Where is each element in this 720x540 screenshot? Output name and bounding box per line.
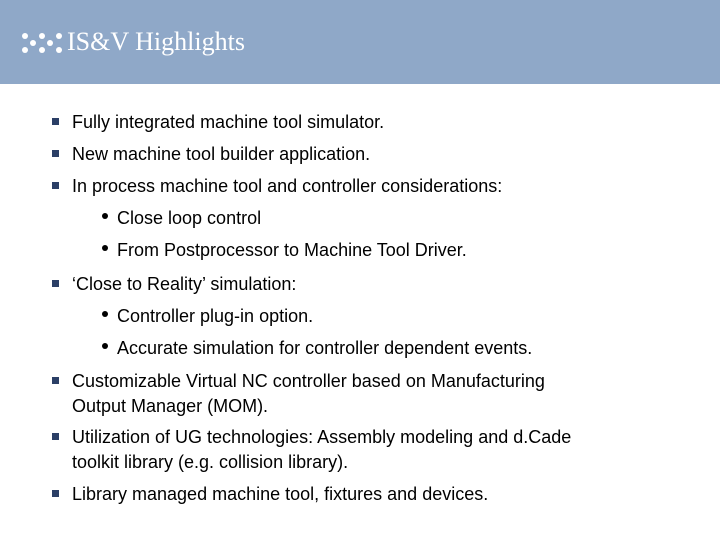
bullet-square-icon <box>52 377 59 384</box>
sub-bullet-item: Close loop control <box>117 208 262 228</box>
bullet-item: Library managed machine tool, fixtures and devices. <box>72 484 489 504</box>
bullet-square-icon <box>52 433 59 440</box>
sub-bullet-item: Controller plug-in option. <box>117 306 314 326</box>
sub-bullet-dot-icon <box>102 213 108 219</box>
bullet-item-line: Utilization of UG technologies: Assembly modeling and d.Cade <box>72 427 572 447</box>
sub-bullet-dot-icon <box>102 343 108 349</box>
sub-bullet-dot-icon <box>102 245 108 251</box>
bullet-item: ‘Close to Reality’ simulation: <box>72 274 297 294</box>
dots-logo-icon <box>22 32 64 54</box>
bullet-square-icon <box>52 280 59 287</box>
sub-bullet-item: From Postprocessor to Machine Tool Driver. <box>117 240 467 260</box>
bullet-item-line: Customizable Virtual NC controller based on Manufacturing <box>72 371 545 391</box>
bullet-item: Fully integrated machine tool simulator. <box>72 112 385 132</box>
bullet-square-icon <box>52 150 59 157</box>
bullet-item: New machine tool builder application. <box>72 144 371 164</box>
bullet-square-icon <box>52 118 59 125</box>
slide-title: IS&V Highlights <box>67 27 245 56</box>
bullet-item-line: toolkit library (e.g. collision library). <box>72 452 349 472</box>
sub-bullet-dot-icon <box>102 311 108 317</box>
title-bar <box>0 0 720 84</box>
sub-bullet-item: Accurate simulation for controller dependent events. <box>117 338 533 358</box>
bullet-item: In process machine tool and controller considerations: <box>72 176 503 196</box>
bullet-item-line: Output Manager (MOM). <box>72 396 269 416</box>
bullet-square-icon <box>52 490 59 497</box>
bullet-square-icon <box>52 182 59 189</box>
